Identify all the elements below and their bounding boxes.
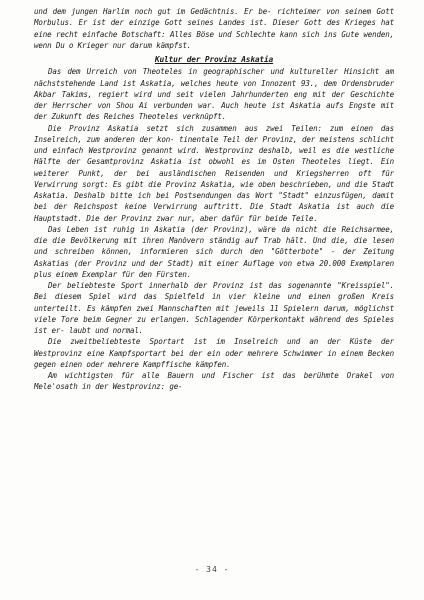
text-line: sogenannte "Kreisspiel". Bei diesem Spiel wird das [34,281,394,302]
text-line: wie oben beschrieben, und die Stadt Askatia. Deshalb bitte [34,179,395,200]
text-line: welches heute von Innozent 93., dem Ordensbruder Akbar [34,78,394,99]
text-line: Manövern ständig auf Trab hält. Und die, die lesen und [34,236,394,257]
body-paragraph [34,280,394,336]
body-paragraph [34,370,394,393]
text-line: und dem jungen Harlim noch gut im Gedächtnis. Er be- [34,7,272,16]
document-body [34,6,394,393]
text-line: kultureller Hinsicht am nächststehende Land ist Askatia, [34,67,394,88]
text-line: ist obwohl es im Osten Theoteles liegt. Ein weiterer [34,157,394,178]
text-line: kämpfst. [156,40,192,50]
text-line: des Reiches Theoteles verknüpft. [86,112,227,122]
text-line: einfach Westprovinz genannt wird. Westprovinz deshalb, [52,146,294,155]
page-number: - 34 - [194,565,230,574]
intro-paragraph [34,6,394,51]
text-line: laubt und normal. [68,326,144,335]
text-line: Takims, regiert wird und seit vielen Jahrhunderten eng [61,89,307,99]
text-line: einer Auflage von etwa 20.000 Exemplaren plus einem [34,258,394,279]
text-line: zwar nur, aber dafür für beide Teile. [156,213,318,223]
text-line: Die zweitbeliebteste Sportart ist im Inselreich und an [48,337,319,347]
text-line: Schlagender Körperkontakt während des Spieles ist er- [34,314,394,335]
text-line: Es kämpfen zwei Mannschaften mit jeweils 11 Spielern [87,303,319,313]
text-line: Punkt, der bei ausländischen Reisenden und Kriegsherren [78,168,349,178]
text-line: Teilen: zum einen das Inselreich, zum anderen der kon- [34,123,394,144]
text-line: - der Zeitung Askatias (der Provinz und der Stadt) mit [34,247,394,268]
body-paragraph [34,224,394,280]
text-line: darum, möglichst viele Tore beim Gegner zu erlangen. [34,303,394,324]
text-line: Das Leben ist ruhig in Askatia (der Provinz), wäre [48,224,276,234]
section-paragraphs [34,66,394,392]
text-line: Der beliebteste Sport innerhalb der Provinz ist das [48,281,282,290]
body-paragraph [34,336,394,370]
text-line: recht einfache Botschaft: Alles Böse und Schlechte kann [56,29,298,39]
text-line: Das dem Urreich von Theoteles in geographischer und [48,67,284,77]
text-line: richteimer von seinem Gott Morbulus. Er ist der einzige [34,7,394,28]
text-line: ich bei Postsendungen das Wort "Stadt" einzusfügen, [137,191,367,200]
text-line: oder mehrere Kampffische kämpfen. [86,359,231,369]
text-line: berühmte Orakel von Mele'osath in der Westprovinz: ge- [34,371,394,392]
body-paragraph [34,123,394,224]
text-line: tinentale Teil der Provinz, der meistens schlicht und [34,134,395,155]
text-line: mit der Geschichte der Herrscher von Shou Ai verbunden [34,89,395,110]
text-line: weil es die westliche Hälfte der Gesamtprovinz Askatia [34,146,394,167]
text-line: Gott seines Landes ist. Dieser Gott des Krieges hat eine [34,18,395,39]
section-heading: Kultur der Provinz Askatia [154,55,274,64]
text-line: Die Provinz Askatia setzt sich zusammen aus zwei [48,123,284,133]
text-line: schreiben können, informieren sich durch den "Götterbote" [54,247,324,257]
text-line: ein oder mehrere Schwimmer in einem Becken gegen einen [34,348,394,369]
text-line: sich ins Gute wenden, wenn Du o Krieger nur darum [34,29,394,50]
text-line: war. Auch heute ist Askatia aufs Engste mit der Zukunft [34,101,394,122]
text-line: Am wichtigsten für alle Bauern und Fischer ist das [48,371,296,380]
text-line: Stadt Askatia ist auch die Hauptstadt. Die der Provinz [34,202,394,223]
text-line: damit bei der Reichspost keine Verwirrung auftritt. Die [34,191,394,212]
text-line: oft für Verwirrung sorgt: Es gibt die Provinz Askatia, [34,168,394,189]
text-line: Exemplar für den Fürsten. [82,269,192,279]
text-line: da nicht die Reichsarmee, die die Bevölkerung mit ihren [34,224,394,245]
body-paragraph [34,66,394,122]
text-line: der Küste der Westprovinz eine Kampfsportart bei der [34,337,394,358]
text-line: Spielfeld in vier kleine und einen großen Kreis unterteilt. [34,292,394,313]
